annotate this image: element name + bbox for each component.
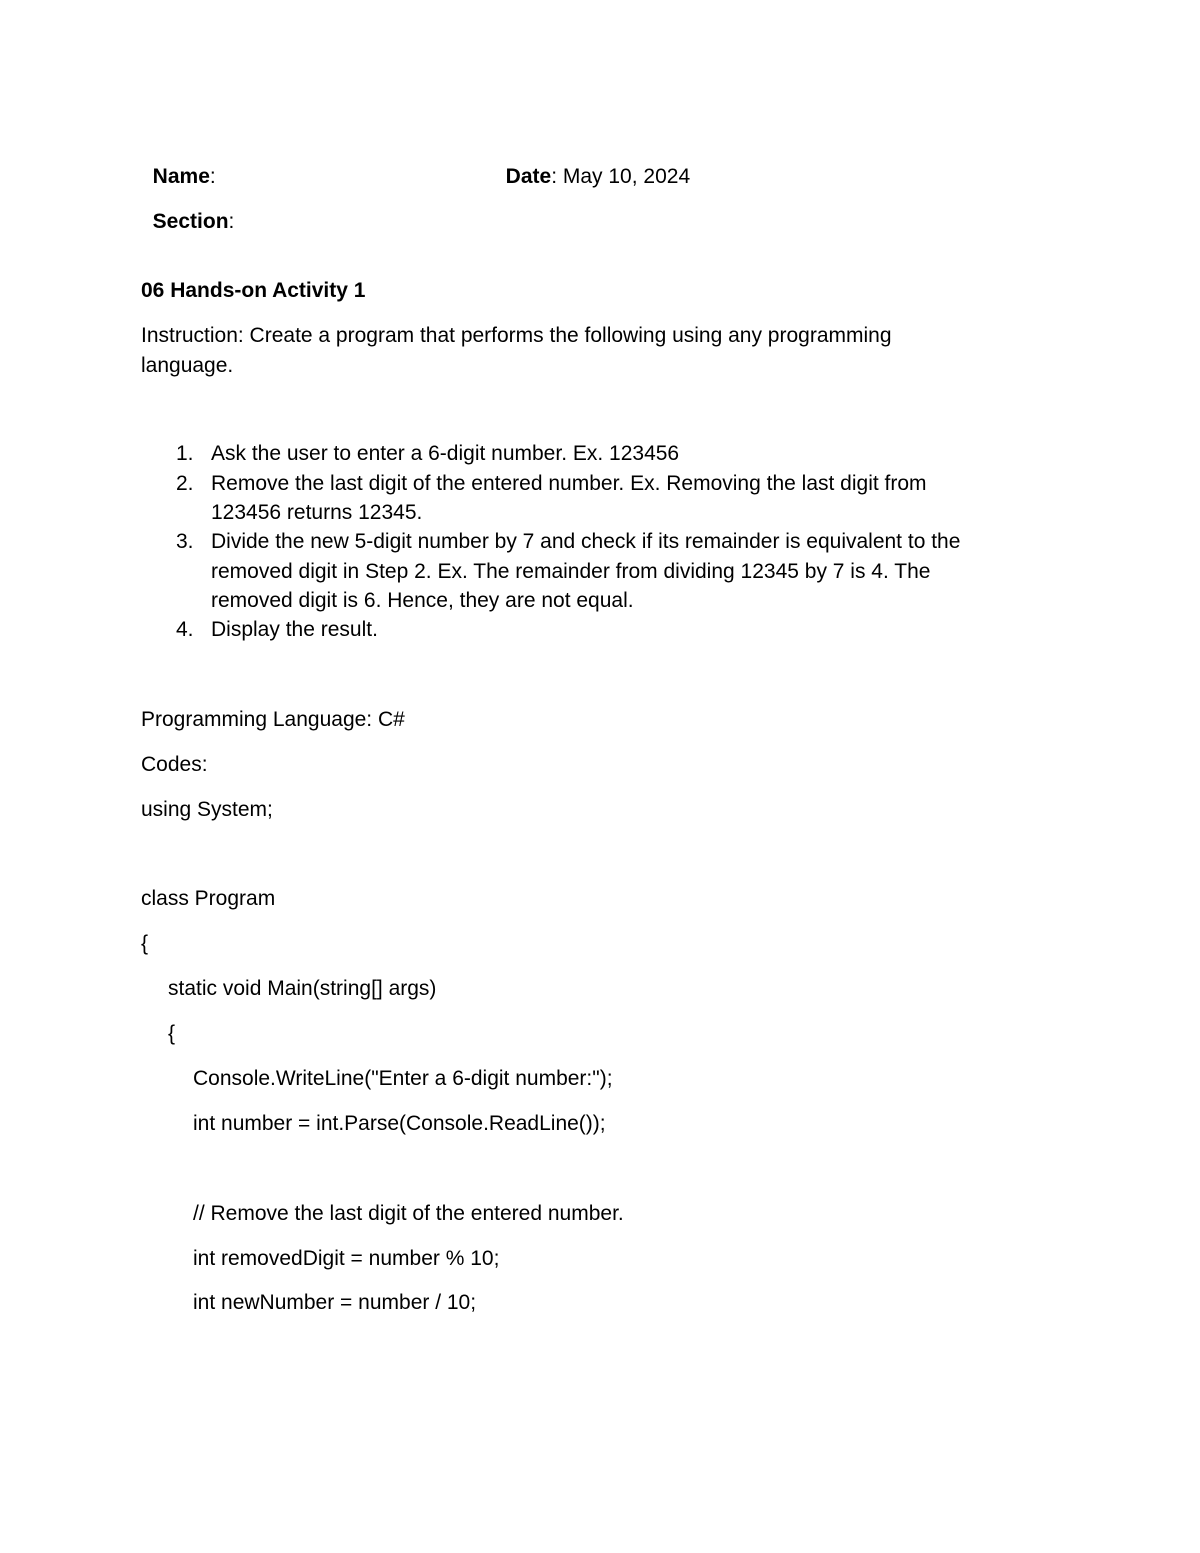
code-line: int newNumber = number / 10; — [193, 1291, 477, 1314]
step-number: 2. — [176, 472, 194, 495]
date-label: Date — [505, 165, 552, 188]
step-number: 3. — [176, 530, 194, 553]
code-line: class Program — [141, 887, 276, 910]
name-field — [141, 145, 216, 187]
step-text: Remove the last digit of the entered number. Ex. Removing the last digit from — [211, 472, 927, 495]
section-field — [141, 190, 234, 232]
step-text: removed digit in Step 2. Ex. The remainder from dividing 12345 by 7 is 4. The — [211, 560, 931, 583]
code-line: { — [141, 932, 149, 955]
step-text: Display the result. — [211, 618, 378, 641]
name-colon: : — [209, 165, 216, 188]
name-label: Name — [152, 165, 210, 188]
code-line: using System; — [141, 798, 273, 821]
code-line: int number = int.Parse(Console.ReadLine()); — [193, 1112, 606, 1135]
step-text: 123456 returns 12345. — [211, 501, 423, 524]
code-line: int removedDigit = number % 10; — [193, 1247, 500, 1270]
step-text: Divide the new 5-digit number by 7 and check if its remainder is equivalent to the — [211, 530, 961, 553]
code-line: Console.WriteLine("Enter a 6-digit number:"); — [193, 1067, 613, 1090]
step-number: 4. — [176, 618, 194, 641]
instruction-line-2: language. — [141, 354, 234, 377]
step-text: removed digit is 6. Hence, they are not equal. — [211, 589, 634, 612]
code-line: static void Main(string[] args) — [168, 977, 437, 1000]
code-line: { — [168, 1022, 176, 1045]
activity-title: 06 Hands-on Activity 1 — [141, 279, 366, 302]
code-comment: // Remove the last digit of the entered number. — [193, 1202, 624, 1225]
step-text: Ask the user to enter a 6-digit number. Ex. 123456 — [211, 442, 680, 465]
date-value: : May 10, 2024 — [551, 165, 691, 188]
codes-label: Codes: — [141, 753, 208, 776]
section-colon: : — [228, 210, 235, 233]
programming-language: Programming Language: C# — [141, 708, 405, 731]
instruction-line-1: Instruction: Create a program that performs the following using any programming — [141, 324, 892, 347]
date-field — [494, 145, 690, 187]
step-number: 1. — [176, 442, 194, 465]
section-label: Section — [152, 210, 229, 233]
